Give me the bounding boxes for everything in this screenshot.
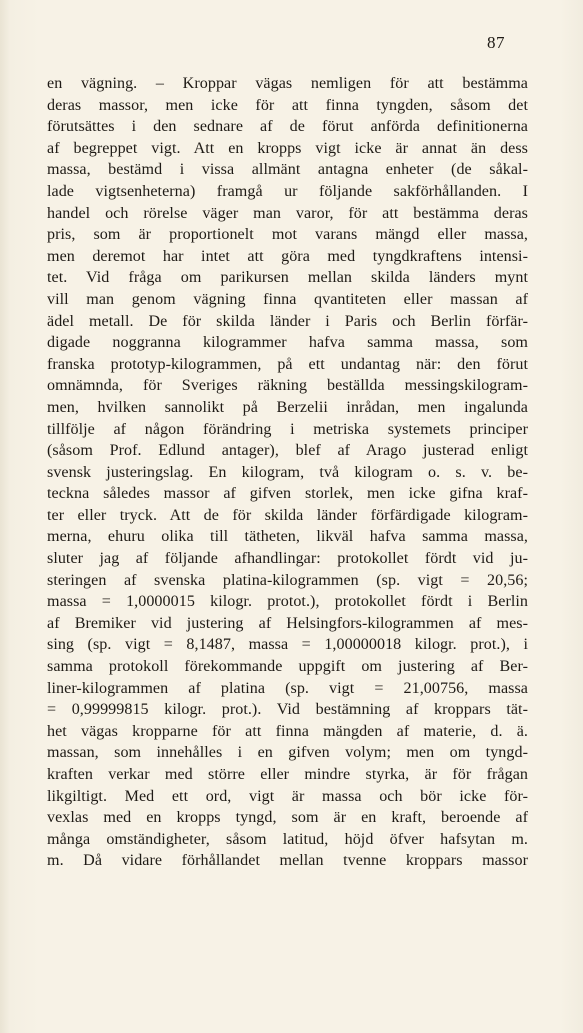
text-line: vill man genom vägning finna qvantiteten eller massan af xyxy=(47,290,528,308)
text-line: massan, som innehålles i en gifven volym; men om tyngd- xyxy=(47,744,528,762)
text-line: franska prototyp-kilogrammen, på ett undantag när: den förut xyxy=(47,355,528,373)
text-line: digade noggranna kilogrammer hafva samma massa, som xyxy=(47,334,528,352)
text-line: massa = 1,0000015 kilogr. protot.), protokollet fördt i Berlin xyxy=(47,593,528,611)
text-line: förutsättes i den sednare af de förut anförda definitionerna xyxy=(47,118,528,136)
text-line: kraften verkar med större eller mindre styrka, är för frågan xyxy=(47,766,528,783)
body-text xyxy=(47,73,528,872)
text-line: lade vigtsenheterna) framgå ur följande sakförhållanden. I xyxy=(47,182,528,200)
text-line: sing (sp. vigt = 8,1487, massa = 1,00000018 kilogr. prot.), i xyxy=(47,636,528,654)
text-line: ter eller tryck. Att de för skilda länder förfärdigade kilogram- xyxy=(47,506,528,524)
text-line: = 0,99999815 kilogr. prot.). Vid bestämning af kroppars tät- xyxy=(47,701,528,719)
text-line: sluter jag af följande afhandlingar: protokollet fördt vid ju- xyxy=(47,550,528,568)
text-line: tillfölje af någon förändring i metriska systemets principer xyxy=(47,420,528,438)
text-line: men, hvilken sannolikt på Berzelii inrådan, men ingalunda xyxy=(47,398,528,416)
text-line: ädel metall. De för skilda länder i Paris och Berlin förfär- xyxy=(47,312,528,330)
text-line: men deremot har intet att göra med tyngdkraftens intensi- xyxy=(47,247,528,265)
text-line: vexlas med en kropps tyngd, som är en kraft, beroende af xyxy=(47,809,528,827)
page-number: 87 xyxy=(487,33,505,52)
text-line: m. Då vidare förhållandet mellan tvenne kroppars massor xyxy=(47,852,528,870)
text-line: liner-kilogrammen af platina (sp. vigt = 21,00756, massa xyxy=(47,679,528,697)
text-line: steringen af svenska platina-kilogrammen (sp. vigt = 20,56; xyxy=(47,571,528,589)
text-line: merna, ehuru olika till tätheten, likväl hafva samma massa, xyxy=(47,528,528,546)
text-line: af begreppet vigt. Att en kropps vigt icke är annat än dess xyxy=(47,139,528,157)
text-line: omnämnda, för Sveriges räkning beställda messingskilogram- xyxy=(47,377,528,395)
text-line: teckna således massor af gifven storlek, men icke gifna kraf- xyxy=(47,485,528,503)
text-line: af Bremiker vid justering af Helsingfors-kilogrammen af mes- xyxy=(47,614,528,632)
text-line: tet. Vid fråga om parikursen mellan skilda länders mynt xyxy=(47,269,528,287)
text-line: handel och rörelse väger man varor, för att bestämma deras xyxy=(47,204,528,222)
text-line: (såsom Prof. Edlund antager), blef af Arago justerad enligt xyxy=(47,442,528,460)
text-line: massa, bestämd i vissa allmänt antagna enheter (de såkal- xyxy=(47,161,528,179)
text-line: het vägas kropparne för att finna mängden af materie, d. ä. xyxy=(47,722,528,740)
text-line: svensk justeringslag. En kilogram, två kilogram o. s. v. be- xyxy=(47,463,528,481)
text-line: en vägning. – Kroppar vägas nemligen för att bestämma xyxy=(47,75,528,92)
text-line: många omständigheter, såsom latitud, höjd öfver hafsytan m. xyxy=(47,830,528,848)
text-line: pris, som är proportionelt mot varans mängd eller massa, xyxy=(47,226,528,244)
text-line: samma protokoll förekommande uppgift om justering af Ber- xyxy=(47,658,528,676)
text-line: likgiltigt. Med ett ord, vigt är massa och bör icke för- xyxy=(47,787,528,805)
text-line: deras massor, men icke för att finna tyngden, såsom det xyxy=(47,96,528,114)
